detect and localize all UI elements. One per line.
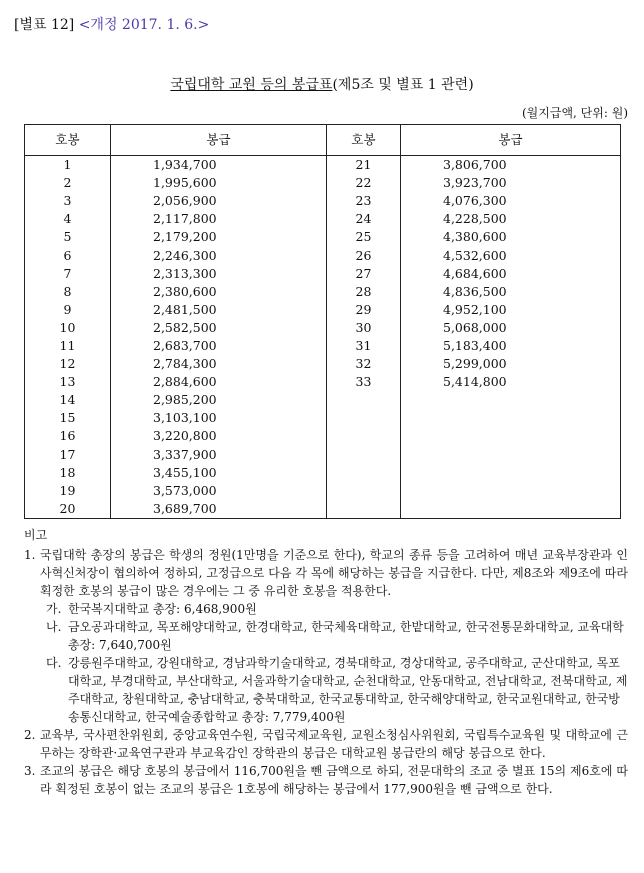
sub-item-text: 금오공과대학교, 목포해양대학교, 한경대학교, 한국체육대학교, 한밭대학교, 한국전통문화대학교, 교육대학 총장: 7,640,700원 [68, 620, 624, 652]
sub-item-mark: 가. [46, 602, 62, 616]
cell-step-left: 1 [25, 156, 111, 175]
cell-step-right: 22 [327, 174, 401, 192]
cell-pay-left: 2,985,200 [111, 391, 327, 409]
cell-step-right: 21 [327, 156, 401, 175]
cell-step-left: 10 [25, 319, 111, 337]
salary-table [24, 124, 621, 519]
table-header-row [25, 125, 621, 156]
cell-pay-left: 2,313,300 [111, 265, 327, 283]
cell-pay-right [401, 427, 621, 445]
table-row [25, 283, 621, 301]
table-row [25, 464, 621, 482]
cell-step-right [327, 391, 401, 409]
sub-item-text: 한국복지대학교 총장: 6,468,900원 [68, 602, 257, 616]
cell-step-left: 8 [25, 283, 111, 301]
cell-pay-right [401, 409, 621, 427]
cell-pay-right: 4,684,600 [401, 265, 621, 283]
cell-step-right [327, 500, 401, 519]
cell-step-left: 9 [25, 301, 111, 319]
cell-step-right: 25 [327, 228, 401, 246]
cell-pay-right [401, 446, 621, 464]
table-row [25, 265, 621, 283]
cell-pay-right: 3,923,700 [401, 174, 621, 192]
cell-pay-left: 3,573,000 [111, 482, 327, 500]
cell-pay-left: 2,582,500 [111, 319, 327, 337]
note-sub-item [24, 618, 628, 654]
cell-pay-right [401, 464, 621, 482]
cell-step-left: 12 [25, 355, 111, 373]
cell-pay-left: 2,481,500 [111, 301, 327, 319]
table-row [25, 337, 621, 355]
cell-step-right: 33 [327, 373, 401, 391]
cell-step-right: 31 [327, 337, 401, 355]
cell-step-right [327, 427, 401, 445]
table-row [25, 210, 621, 228]
table-row [25, 427, 621, 445]
cell-step-left: 14 [25, 391, 111, 409]
table-row [25, 301, 621, 319]
table-row [25, 319, 621, 337]
cell-pay-left: 3,220,800 [111, 427, 327, 445]
cell-pay-left: 2,056,900 [111, 192, 327, 210]
note-number: 2. [24, 728, 36, 742]
amendment-date: <개정 2017. 1. 6.> [78, 17, 210, 33]
notes-label: 비고 [24, 528, 48, 542]
cell-step-left: 3 [25, 192, 111, 210]
note-text: 국립대학 총장의 봉급은 학생의 정원(1만명을 기준으로 한다), 학교의 종류 등을 고려하여 매년 교육부장관과 인사혁신처장이 협의하여 정하되, 고정급으로 다음 각 목에 해당하는 봉급을 지급한다. 다만, 제8조와 제9조에 따라 획정한 호봉의 봉급이 많은 경우에는 그 중 유리한 호봉을 적용한다. [40, 548, 628, 598]
annex-number: [별표 12] [14, 17, 75, 33]
cell-step-left: 5 [25, 228, 111, 246]
cell-step-right: 30 [327, 319, 401, 337]
header-pay-left: 봉급 [111, 125, 327, 156]
cell-step-right: 29 [327, 301, 401, 319]
sub-item-mark: 나. [46, 620, 62, 634]
table-row [25, 355, 621, 373]
table-row [25, 192, 621, 210]
cell-pay-left: 3,455,100 [111, 464, 327, 482]
unit-note: (월지급액, 단위: 원) [522, 106, 628, 120]
cell-step-right: 27 [327, 265, 401, 283]
cell-step-right: 28 [327, 283, 401, 301]
cell-step-left: 11 [25, 337, 111, 355]
cell-step-right: 23 [327, 192, 401, 210]
cell-step-left: 4 [25, 210, 111, 228]
cell-pay-right: 5,414,800 [401, 373, 621, 391]
note-number: 3. [24, 764, 36, 778]
cell-pay-right: 5,299,000 [401, 355, 621, 373]
cell-pay-left: 3,337,900 [111, 446, 327, 464]
cell-pay-left: 2,884,600 [111, 373, 327, 391]
cell-pay-right: 4,532,600 [401, 246, 621, 264]
salary-table-body [25, 156, 621, 519]
cell-pay-right: 3,806,700 [401, 156, 621, 175]
cell-step-left: 16 [25, 427, 111, 445]
cell-step-left: 18 [25, 464, 111, 482]
note-item [24, 762, 628, 798]
cell-pay-left: 2,380,600 [111, 283, 327, 301]
cell-step-left: 20 [25, 500, 111, 519]
note-item [24, 726, 628, 762]
note-sub-item [24, 654, 628, 726]
cell-step-right [327, 464, 401, 482]
cell-step-left: 15 [25, 409, 111, 427]
cell-pay-right [401, 500, 621, 519]
title-sub: (제5조 및 별표 1 관련) [332, 77, 474, 93]
header-step-left: 호봉 [25, 125, 111, 156]
cell-pay-right: 4,076,300 [401, 192, 621, 210]
table-row [25, 409, 621, 427]
cell-pay-left: 1,995,600 [111, 174, 327, 192]
cell-pay-right: 4,228,500 [401, 210, 621, 228]
cell-step-left: 2 [25, 174, 111, 192]
cell-step-right: 24 [327, 210, 401, 228]
cell-pay-left: 1,934,700 [111, 156, 327, 175]
cell-pay-left: 2,246,300 [111, 246, 327, 264]
cell-pay-left: 2,784,300 [111, 355, 327, 373]
note-text: 교육부, 국사편찬위원회, 중앙교육연수원, 국립국제교육원, 교원소청심사위원회, 국립특수교육원 및 대학교에 근무하는 장학관·교육연구관과 부교육감인 장학관의 봉급은 대학교원 봉급란의 해당 봉급으로 한다. [40, 728, 628, 760]
cell-pay-left: 3,103,100 [111, 409, 327, 427]
cell-pay-left: 2,683,700 [111, 337, 327, 355]
cell-step-left: 17 [25, 446, 111, 464]
note-number: 1. [24, 548, 36, 562]
table-row [25, 446, 621, 464]
cell-step-right [327, 482, 401, 500]
cell-step-right [327, 409, 401, 427]
cell-pay-left: 2,179,200 [111, 228, 327, 246]
document-title [0, 74, 644, 94]
table-row [25, 156, 621, 175]
table-row [25, 174, 621, 192]
table-row [25, 482, 621, 500]
note-item [24, 546, 628, 600]
cell-step-left: 13 [25, 373, 111, 391]
cell-pay-left: 3,689,700 [111, 500, 327, 519]
cell-pay-right [401, 482, 621, 500]
cell-pay-right: 4,380,600 [401, 228, 621, 246]
sub-item-text: 강릉원주대학교, 강원대학교, 경남과학기술대학교, 경북대학교, 경상대학교, 공주대학교, 군산대학교, 목포대학교, 부경대학교, 부산대학교, 서울과학기술대학교, 순천대학교, 안동대학교, 전남대학교, 전북대학교, 제주대학교, 창원대학교, 충남대학교, 충북대학교, 한국교통대학교, 한국해양대학교, 한국교원대학교, 한국방송통신대학교, 한국예술종합학교 총장: 7,779,400원 [68, 656, 628, 724]
table-row [25, 246, 621, 264]
cell-pay-right: 5,068,000 [401, 319, 621, 337]
cell-pay-right: 5,183,400 [401, 337, 621, 355]
notes-list [24, 546, 628, 798]
note-text: 조교의 봉급은 해당 호봉의 봉급에서 116,700원을 뺀 금액으로 하되, 전문대학의 조교 중 별표 15의 제6호에 따라 획정된 호봉이 없는 조교의 봉급은 1호봉에 해당하는 봉급에서 177,900원을 뺀 금액으로 한다. [40, 764, 628, 796]
cell-pay-right [401, 391, 621, 409]
cell-step-left: 7 [25, 265, 111, 283]
cell-step-left: 19 [25, 482, 111, 500]
table-row [25, 500, 621, 519]
note-sub-item [24, 600, 628, 618]
cell-step-right: 32 [327, 355, 401, 373]
header-step-right: 호봉 [327, 125, 401, 156]
table-row [25, 373, 621, 391]
cell-pay-left: 2,117,800 [111, 210, 327, 228]
table-row [25, 228, 621, 246]
cell-pay-right: 4,836,500 [401, 283, 621, 301]
cell-step-right [327, 446, 401, 464]
cell-step-right: 26 [327, 246, 401, 264]
cell-pay-right: 4,952,100 [401, 301, 621, 319]
cell-step-left: 6 [25, 246, 111, 264]
table-row [25, 391, 621, 409]
title-main: 국립대학 교원 등의 봉급표 [170, 77, 333, 93]
sub-item-mark: 다. [46, 656, 62, 670]
header-pay-right: 봉급 [401, 125, 621, 156]
annex-header [14, 14, 209, 34]
notes-section [24, 526, 628, 798]
